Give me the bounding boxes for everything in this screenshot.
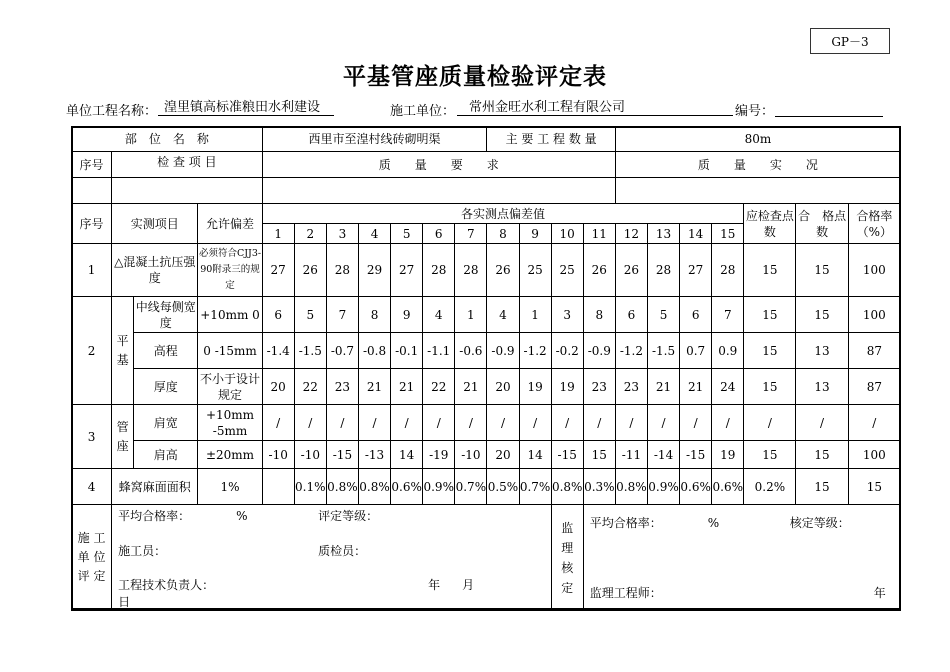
value-cell: -10 bbox=[455, 441, 487, 469]
empty-cell bbox=[262, 178, 615, 204]
point-number: 3 bbox=[326, 224, 358, 244]
sup-year-label: 年 bbox=[873, 586, 886, 600]
point-number: 11 bbox=[583, 224, 615, 244]
row-seq: 4 bbox=[72, 469, 112, 505]
row-item: 肩宽 bbox=[134, 405, 198, 441]
value-cell: 0.5% bbox=[487, 469, 519, 505]
value-cell: 0.1% bbox=[294, 469, 326, 505]
quality-req-label: 质 量 要 求 bbox=[378, 157, 499, 172]
group-flat-cell bbox=[112, 297, 134, 405]
row-tolerance: 0 -15mm bbox=[198, 333, 262, 369]
inspector-label: 质检员： bbox=[318, 544, 367, 558]
value-cell: -1.2 bbox=[615, 333, 647, 369]
value-cell: / bbox=[551, 405, 583, 441]
sup-grade-label: 核定等级： bbox=[789, 516, 850, 530]
pass-cell: 15 bbox=[796, 297, 848, 333]
point-number: 5 bbox=[391, 224, 423, 244]
pass-rate-label: 合格率（%） bbox=[856, 208, 893, 239]
m-item-label-cell bbox=[112, 204, 198, 244]
constructor-sign-area bbox=[112, 505, 552, 611]
value-cell: -0.9 bbox=[583, 333, 615, 369]
pass-cell: 13 bbox=[796, 333, 848, 369]
part-label: 部 位 名 称 bbox=[124, 132, 209, 146]
value-cell: / bbox=[423, 405, 455, 441]
supervisor-label-cell bbox=[551, 505, 583, 611]
qty-label: 主 要 工 程 数 量 bbox=[505, 132, 597, 146]
value-cell: 26 bbox=[583, 244, 615, 297]
value-cell: 22 bbox=[423, 369, 455, 405]
value-cell: -1.2 bbox=[519, 333, 551, 369]
row-item: 肩高 bbox=[134, 441, 198, 469]
should-cell: 0.2% bbox=[744, 469, 796, 505]
value-cell: 27 bbox=[262, 244, 294, 297]
row-tolerance: 1% bbox=[198, 469, 262, 505]
value-cell: 28 bbox=[712, 244, 744, 297]
row-item: 中线每侧宽度 bbox=[134, 297, 198, 333]
table-row bbox=[72, 369, 901, 405]
value-cell: 21 bbox=[391, 369, 423, 405]
value-cell: 19 bbox=[519, 369, 551, 405]
empty-cell bbox=[615, 178, 900, 204]
deviation-label: 各实测点偏差值 bbox=[460, 206, 545, 221]
value-cell: -15 bbox=[551, 441, 583, 469]
year-label: 年 bbox=[428, 578, 441, 592]
unit-value: 湟里镇高标准粮田水利建设 bbox=[158, 100, 334, 116]
rate-cell: 100 bbox=[848, 441, 900, 469]
should-check-label-cell bbox=[744, 204, 796, 244]
row-item: 厚度 bbox=[134, 369, 198, 405]
value-cell: 21 bbox=[358, 369, 390, 405]
seq-label: 序号 bbox=[79, 157, 104, 172]
value-cell: / bbox=[294, 405, 326, 441]
value-cell: 0.7 bbox=[680, 333, 712, 369]
value-cell: 9 bbox=[391, 297, 423, 333]
row-item: △混凝土抗压强度 bbox=[112, 244, 198, 297]
point-number: 7 bbox=[455, 224, 487, 244]
m-tol-label: 允许偏差 bbox=[206, 216, 255, 231]
should-cell: 15 bbox=[744, 369, 796, 405]
value-cell: 26 bbox=[487, 244, 519, 297]
value-cell: 7 bbox=[712, 297, 744, 333]
unit-label: 单位工程名称： bbox=[66, 104, 158, 119]
qty-value-cell bbox=[615, 127, 900, 152]
pct-label: % bbox=[236, 509, 248, 523]
supervisor-sign-area bbox=[583, 505, 900, 611]
group-flat: 平基 bbox=[116, 333, 129, 367]
point-number: 8 bbox=[487, 224, 519, 244]
value-cell: 4 bbox=[487, 297, 519, 333]
rate-cell: 100 bbox=[848, 297, 900, 333]
pass-cell: 13 bbox=[796, 369, 848, 405]
value-cell: 20 bbox=[487, 441, 519, 469]
value-cell: 28 bbox=[326, 244, 358, 297]
value-cell: -19 bbox=[423, 441, 455, 469]
deviation-label-cell bbox=[262, 204, 744, 224]
table-row bbox=[72, 333, 901, 369]
point-number: 9 bbox=[519, 224, 551, 244]
m-item-label: 实测项目 bbox=[130, 216, 179, 231]
m-seq-label-cell bbox=[72, 204, 112, 244]
table-row bbox=[72, 297, 901, 333]
rate-cell: 15 bbox=[848, 469, 900, 505]
value-cell: 6 bbox=[262, 297, 294, 333]
value-cell: / bbox=[455, 405, 487, 441]
value-cell: 20 bbox=[262, 369, 294, 405]
group-seat-cell bbox=[112, 405, 134, 469]
row-seq: 2 bbox=[72, 297, 112, 405]
value-cell: / bbox=[487, 405, 519, 441]
value-cell: 26 bbox=[615, 244, 647, 297]
value-cell: 25 bbox=[551, 244, 583, 297]
day-label: 日 bbox=[118, 595, 131, 609]
value-cell: 0.7% bbox=[519, 469, 551, 505]
value-cell: 6 bbox=[680, 297, 712, 333]
number-value bbox=[775, 100, 883, 117]
point-number: 14 bbox=[680, 224, 712, 244]
value-cell: 28 bbox=[423, 244, 455, 297]
value-cell: 5 bbox=[294, 297, 326, 333]
worker-label: 施工员： bbox=[118, 544, 167, 558]
point-number: 15 bbox=[712, 224, 744, 244]
value-cell: 27 bbox=[680, 244, 712, 297]
quality-req-cell bbox=[262, 152, 615, 178]
supervisor-label: 监 理 核 定 bbox=[561, 520, 574, 595]
pass-rate-label-cell bbox=[848, 204, 900, 244]
point-number: 6 bbox=[423, 224, 455, 244]
seq-label-cell bbox=[72, 152, 112, 178]
rate-cell: 100 bbox=[848, 244, 900, 297]
value-cell: 23 bbox=[583, 369, 615, 405]
contractor-label: 施工单位： bbox=[390, 104, 456, 119]
value-cell: / bbox=[326, 405, 358, 441]
form-code: GP－3 bbox=[831, 34, 869, 49]
value-cell: 6 bbox=[615, 297, 647, 333]
value-cell: 25 bbox=[519, 244, 551, 297]
row-seq: 3 bbox=[72, 405, 112, 469]
quality-table bbox=[71, 126, 901, 611]
point-number: 2 bbox=[294, 224, 326, 244]
should-cell: 15 bbox=[744, 441, 796, 469]
grade-label: 评定等级： bbox=[318, 509, 379, 523]
row-item: 蜂窝麻面面积 bbox=[112, 469, 198, 505]
value-cell: 14 bbox=[391, 441, 423, 469]
part-label-cell bbox=[72, 127, 263, 152]
quality-actual-label: 质 量 实 况 bbox=[697, 157, 818, 172]
value-cell: -0.8 bbox=[358, 333, 390, 369]
value-cell: -10 bbox=[262, 441, 294, 469]
pass-cell: / bbox=[796, 405, 848, 441]
should-check-label: 应检查点 数 bbox=[745, 208, 794, 239]
value-cell: / bbox=[262, 405, 294, 441]
number-label: 编号： bbox=[735, 104, 775, 119]
value-cell: / bbox=[358, 405, 390, 441]
value-cell: / bbox=[680, 405, 712, 441]
value-cell: / bbox=[647, 405, 679, 441]
value-cell: -13 bbox=[358, 441, 390, 469]
value-cell: 0.8% bbox=[615, 469, 647, 505]
value-cell: 28 bbox=[455, 244, 487, 297]
value-cell: -15 bbox=[326, 441, 358, 469]
value-cell: 14 bbox=[519, 441, 551, 469]
value-cell: 23 bbox=[326, 369, 358, 405]
value-cell: 5 bbox=[647, 297, 679, 333]
m-seq-label: 序号 bbox=[79, 216, 104, 231]
value-cell: 8 bbox=[583, 297, 615, 333]
value-cell: 0.6% bbox=[680, 469, 712, 505]
value-cell: 19 bbox=[551, 369, 583, 405]
value-cell: / bbox=[391, 405, 423, 441]
row-item: 高程 bbox=[134, 333, 198, 369]
point-number: 1 bbox=[262, 224, 294, 244]
constructor-label-cell bbox=[72, 505, 112, 611]
value-cell: 0.6% bbox=[712, 469, 744, 505]
month-label: 月 bbox=[462, 578, 475, 592]
table-row bbox=[72, 405, 901, 441]
value-cell: 20 bbox=[487, 369, 519, 405]
check-item-cell bbox=[112, 152, 263, 178]
signature-row bbox=[72, 505, 901, 611]
value-cell: / bbox=[583, 405, 615, 441]
value-cell: / bbox=[519, 405, 551, 441]
value-cell: 24 bbox=[712, 369, 744, 405]
value-cell: 22 bbox=[294, 369, 326, 405]
sup-avg-rate-label: 平均合格率： bbox=[589, 516, 662, 530]
contractor-value: 常州金旺水利工程有限公司 bbox=[457, 100, 733, 116]
table-row bbox=[72, 469, 901, 505]
row-tolerance: +10mm -5mm bbox=[198, 405, 262, 441]
value-cell: 1 bbox=[455, 297, 487, 333]
value-cell: 21 bbox=[455, 369, 487, 405]
should-cell: / bbox=[744, 405, 796, 441]
pass-cell: 15 bbox=[796, 469, 848, 505]
point-number: 12 bbox=[615, 224, 647, 244]
quality-actual-cell bbox=[615, 152, 900, 178]
info-line bbox=[66, 100, 896, 118]
point-number: 4 bbox=[358, 224, 390, 244]
value-cell: 0.9% bbox=[647, 469, 679, 505]
value-cell: 0.3% bbox=[583, 469, 615, 505]
value-cell: -11 bbox=[615, 441, 647, 469]
value-cell: -1.5 bbox=[647, 333, 679, 369]
check-item-label: 检 查 项 目 bbox=[157, 155, 217, 169]
value-cell: 8 bbox=[358, 297, 390, 333]
pass-cell: 15 bbox=[796, 244, 848, 297]
table-row bbox=[72, 244, 901, 297]
value-cell: 0.9 bbox=[712, 333, 744, 369]
value-cell: 7 bbox=[326, 297, 358, 333]
rate-cell: / bbox=[848, 405, 900, 441]
value-cell: 26 bbox=[294, 244, 326, 297]
should-cell: 15 bbox=[744, 244, 796, 297]
value-cell: -0.7 bbox=[326, 333, 358, 369]
value-cell: 23 bbox=[615, 369, 647, 405]
value-cell: -0.2 bbox=[551, 333, 583, 369]
pass-points-label: 合 格点 数 bbox=[798, 208, 847, 239]
value-cell: 0.9% bbox=[423, 469, 455, 505]
sup-engineer-label: 监理工程师： bbox=[589, 586, 662, 600]
value-cell: 0.7% bbox=[455, 469, 487, 505]
value-cell bbox=[262, 469, 294, 505]
avg-rate-label: 平均合格率： bbox=[118, 509, 191, 523]
value-cell: 4 bbox=[423, 297, 455, 333]
value-cell: 21 bbox=[680, 369, 712, 405]
value-cell: 29 bbox=[358, 244, 390, 297]
value-cell: -0.9 bbox=[487, 333, 519, 369]
value-cell: -10 bbox=[294, 441, 326, 469]
pass-cell: 15 bbox=[796, 441, 848, 469]
rate-cell: 87 bbox=[848, 369, 900, 405]
m-tol-label-cell bbox=[198, 204, 262, 244]
value-cell: -1.5 bbox=[294, 333, 326, 369]
part-value-cell bbox=[262, 127, 487, 152]
value-cell: 15 bbox=[583, 441, 615, 469]
point-number: 10 bbox=[551, 224, 583, 244]
value-cell: / bbox=[712, 405, 744, 441]
row-tolerance: 必须符合CJJ3-90附录三的规定 bbox=[198, 244, 262, 297]
value-cell: -14 bbox=[647, 441, 679, 469]
value-cell: -0.1 bbox=[391, 333, 423, 369]
point-number: 13 bbox=[647, 224, 679, 244]
empty-cell bbox=[112, 178, 263, 204]
constructor-label: 施 工 单 位 评 定 bbox=[77, 531, 106, 583]
row-tolerance: +10mm 0 bbox=[198, 297, 262, 333]
page-title: 平基管座质量检验评定表 bbox=[343, 63, 607, 90]
value-cell: -15 bbox=[680, 441, 712, 469]
value-cell: -0.6 bbox=[455, 333, 487, 369]
table-row bbox=[72, 441, 901, 469]
row-tolerance: 不小于设计规定 bbox=[198, 369, 262, 405]
value-cell: 1 bbox=[519, 297, 551, 333]
qty-value: 80m bbox=[744, 132, 772, 146]
empty-cell bbox=[72, 178, 112, 204]
pass-points-label-cell bbox=[796, 204, 848, 244]
part-value: 西里市至湟村线砖砌明渠 bbox=[308, 132, 441, 146]
value-cell: / bbox=[615, 405, 647, 441]
value-cell: 28 bbox=[647, 244, 679, 297]
value-cell: 0.8% bbox=[358, 469, 390, 505]
value-cell: 3 bbox=[551, 297, 583, 333]
form-code-box bbox=[810, 28, 890, 54]
value-cell: 27 bbox=[391, 244, 423, 297]
sup-pct-label: % bbox=[707, 516, 720, 530]
should-cell: 15 bbox=[744, 297, 796, 333]
qty-label-cell bbox=[487, 127, 615, 152]
value-cell: -1.1 bbox=[423, 333, 455, 369]
row-seq: 1 bbox=[72, 244, 112, 297]
group-seat: 管座 bbox=[116, 419, 129, 453]
row-tolerance: ±20mm bbox=[198, 441, 262, 469]
rate-cell: 87 bbox=[848, 333, 900, 369]
value-cell: -1.4 bbox=[262, 333, 294, 369]
value-cell: 0.8% bbox=[551, 469, 583, 505]
should-cell: 15 bbox=[744, 333, 796, 369]
value-cell: 0.6% bbox=[391, 469, 423, 505]
tech-lead-label: 工程技术负责人： bbox=[118, 578, 215, 592]
value-cell: 21 bbox=[647, 369, 679, 405]
value-cell: 19 bbox=[712, 441, 744, 469]
value-cell: 0.8% bbox=[326, 469, 358, 505]
